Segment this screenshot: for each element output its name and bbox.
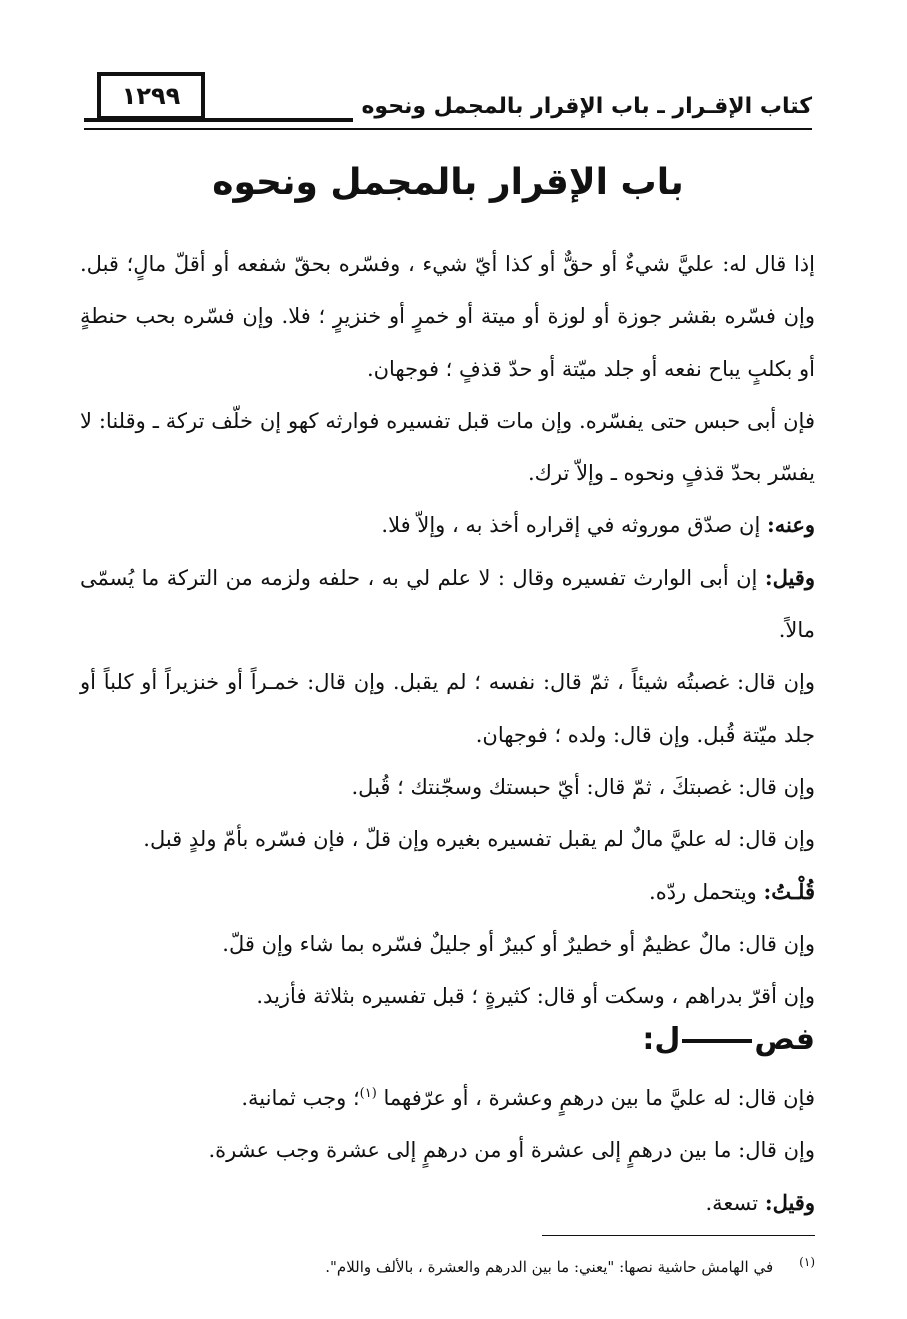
paragraph-text: إن صدّق موروثه في إقراره أخذ به ، وإلاّ فلا. (381, 513, 767, 538)
paragraph-text: إذا قال له: عليَّ شيءٌ أو حقٌّ أو كذا أيّ شيء ، وفسّره بحقّ شفعه أو أقلّ مالٍ؛ قبل. وإن فسّره بقشر جوزة أو لوزة أو ميتة أو خمرٍ أو خنزيرٍ ؛ فلا. وإن فسّره بحب حنطةٍ أو بكلبٍ يباح نفعه أو جلد ميّتة أو حدّ قذفٍ ؛ فوجهان. (80, 252, 815, 381)
paragraph (80, 1068, 815, 1124)
page-number: ١٢٩٩ (121, 82, 181, 110)
page-number-box (97, 72, 205, 120)
footnote-reference[interactable]: (١) (359, 1086, 377, 1101)
footnote-rule (542, 1235, 815, 1236)
paragraph-text: إن أبى الوارث تفسيره وقال : لا علم لي به ، حلفه ولزمه من التركة ما يُسمّى مالاً. (80, 565, 815, 643)
paragraph-text: وإن قال: ما بين درهمٍ إلى عشرة أو من درهمٍ إلى عشرة وجب عشرة. (208, 1138, 815, 1163)
paragraph (80, 970, 815, 1022)
paragraph (80, 866, 815, 918)
paragraph (80, 918, 815, 970)
paragraph-lead: وقيل: (764, 1189, 815, 1215)
paragraph-text: ويتحمل ردّه. (649, 879, 764, 904)
paragraph-lead: قُلْـتُ: (763, 878, 815, 904)
paragraph-text: فإن قال: له عليَّ ما بين درهمٍ وعشرة ، أو عرّفهما (383, 1086, 815, 1110)
paragraph-text: فإن أبى حبس حتى يفسّره. وإن مات قبل تفسيره فوارثه كهو إن خلّف تركة ـ وقلنا: لا يفسّر بحدّ قذفٍ ونحوه ـ وإلاّ ترك. (80, 408, 815, 486)
paragraph-text: وإن قال: غصبتكَ ، ثمّ قال: أيّ حبستك وسجّنتك ؛ قُبل. (351, 774, 815, 799)
paragraph-text: وإن قال: له عليَّ مالٌ لم يقبل تفسيره بغيره وإن قلّ ، فإن فسّره بأمّ ولدٍ قبل. (143, 827, 815, 852)
paragraph (80, 395, 815, 500)
running-title: كتاب الإقـرار ـ باب الإقرار بالمجمل ونحوه (353, 92, 812, 122)
section-body (80, 1068, 815, 1229)
paragraph (80, 761, 815, 813)
chapter-title: باب الإقرار بالمجمل ونحوه (212, 162, 684, 203)
footnote-mark: (١) (799, 1255, 815, 1269)
section-heading-part1: فص (754, 1022, 815, 1057)
paragraph-text: وإن قال: مالٌ عظيمٌ أو خطيرٌ أو كبيرٌ أو جليلٌ فسّره بما شاء وإن قلّ. (222, 931, 815, 956)
footnote (200, 1248, 815, 1281)
paragraph-text: وإن أقرّ بدراهم ، وسكت أو قال: كثيرةٍ ؛ قبل تفسيره بثلاثة فأزيد. (256, 984, 815, 1009)
paragraph (80, 813, 815, 865)
paragraph (80, 1124, 815, 1176)
paragraph (80, 1177, 815, 1229)
paragraph-text: تسعة. (705, 1190, 765, 1215)
footnote-text: في الهامش حاشية نصها: "يعني: ما بين الدرهم والعشرة ، بالألف واللام". (325, 1258, 774, 1276)
paragraph (80, 499, 815, 551)
paragraph (80, 552, 815, 657)
heading-kashida-bar (682, 1039, 752, 1043)
section-heading-part2: ل: (642, 1022, 681, 1057)
paragraph (80, 656, 815, 761)
paragraph-lead: وقيل: (764, 564, 815, 590)
body-text (80, 238, 815, 1022)
paragraph-text: ؛ وجب ثمانية. (241, 1086, 360, 1110)
header-rule-thin (84, 128, 812, 130)
paragraph (80, 238, 815, 395)
section-heading (642, 1018, 815, 1062)
paragraph-text: وإن قال: غصبتُه شيئاً ، ثمّ قال: نفسه ؛ لم يقبل. وإن قال: خمـراً أو خنزيراً أو كلباً أو جلد ميّتة قُبل. وإن قال: ولده ؛ فوجهان. (80, 670, 815, 747)
paragraph-lead: وعنه: (766, 512, 815, 538)
